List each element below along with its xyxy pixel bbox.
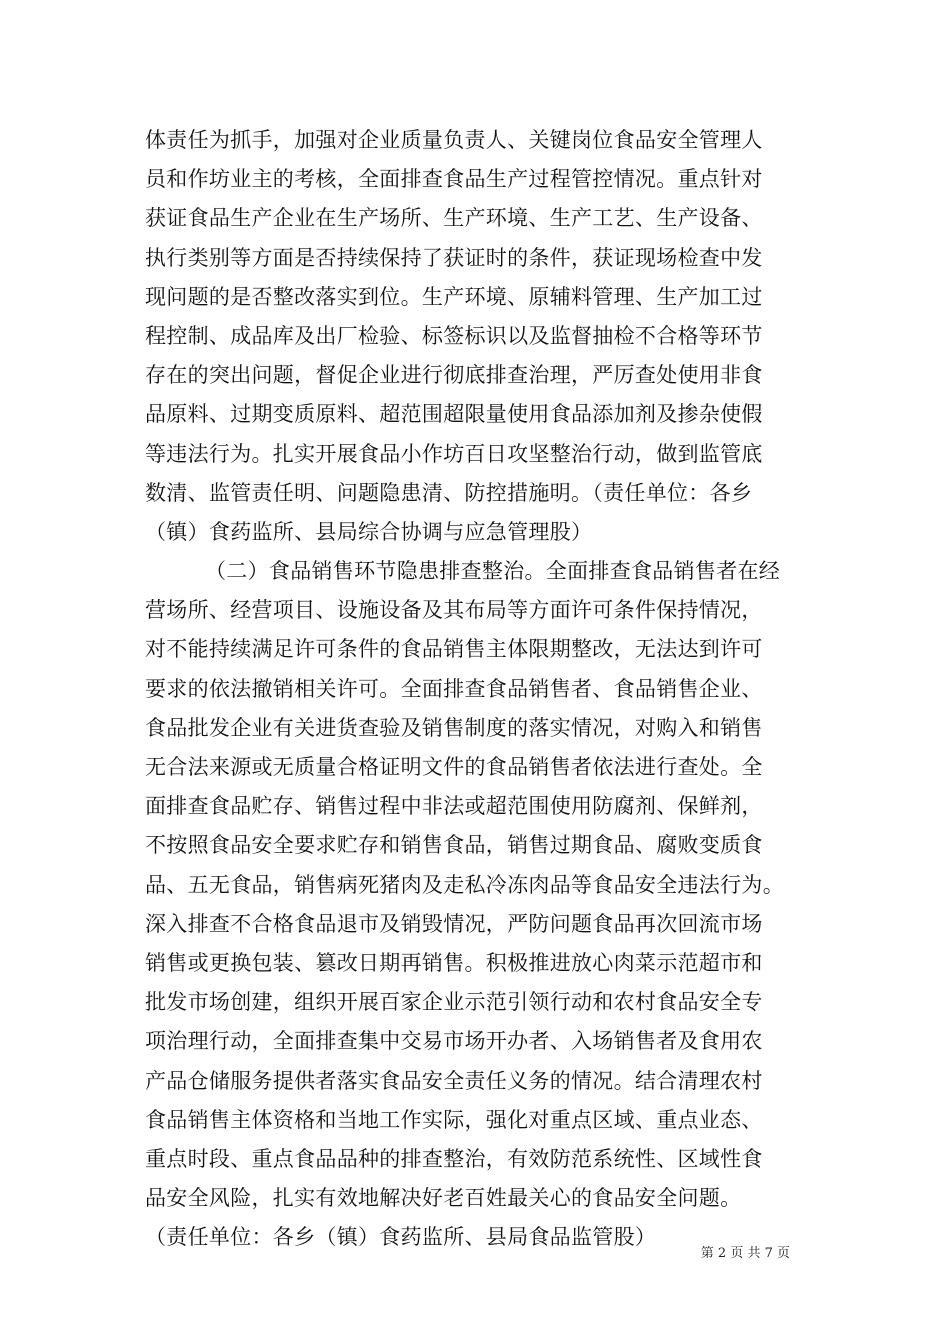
text-line: （责任单位：各乡（镇）食药监所、县局食品监管股） [145,1225,657,1250]
text-line: 批发市场创建，组织开展百家企业示范引领行动和农村食品安全专 [145,990,763,1015]
text-line: 食品销售主体资格和当地工作实际，强化对重点区域、重点业态、 [145,1107,763,1132]
text-line: 项治理行动，全面排查集中交易市场开办者、入场销售者及食用农 [145,1029,763,1054]
section-heading-line: （二）食品销售环节隐患排查整治。全面排查食品销售者在经 [205,559,781,584]
text-line: 要求的依法撤销相关许可。全面排查食品销售者、食品销售企业、 [145,676,763,701]
text-line: 等违法行为。扎实开展食品小作坊百日攻坚整治行动，做到监管底 [145,441,763,466]
text-line: 数清、监管责任明、问题隐患清、防控措施明。（责任单位：各乡 [145,480,753,505]
text-line: 不按照食品安全要求贮存和销售食品，销售过期食品、腐败变质食 [145,833,763,858]
text-line: 营场所、经营项目、设施设备及其布局等方面许可条件保持情况， [145,598,763,623]
text-line: 深入排查不合格食品退市及销毁情况，严防问题食品再次回流市场 [145,911,763,936]
text-line: 品安全风险，扎实有效地解决好老百姓最关心的食品安全问题。 [145,1186,742,1211]
text-line: 面排查食品贮存、销售过程中非法或超范围使用防腐剂、保鲜剂， [145,794,763,819]
text-line: 重点时段、重点食品品种的排查整治，有效防范系统性、区域性食 [145,1146,763,1171]
text-line: 程控制、成品库及出厂检验、标签标识以及监督抽检不合格等环节 [145,323,763,348]
text-line: 无合法来源或无质量合格证明文件的食品销售者依法进行查处。全 [145,755,763,779]
text-line: 品、五无食品，销售病死猪肉及走私冷冻肉品等食品安全违法行为。 [145,872,784,897]
text-line: 存在的突出问题，督促企业进行彻底排查治理，严厉查处使用非食 [145,363,763,388]
text-line: 体责任为抓手，加强对企业质量负责人、关键岗位食品安全管理人 [145,128,763,152]
text-line: 品原料、过期变质原料、超范围超限量使用食品添加剂及掺杂使假 [145,402,763,427]
text-line: 产品仓储服务提供者落实食品安全责任义务的情况。结合清理农村 [145,1068,763,1093]
text-line: 员和作坊业主的考核，全面排查食品生产过程管控情况。重点针对 [145,167,763,192]
document-body [145,121,815,1257]
text-line: 获证食品生产企业在生产场所、生产环境、生产工艺、生产设备、 [145,206,763,231]
text-line: 执行类别等方面是否持续保持了获证时的条件，获证现场检查中发 [145,245,763,270]
text-line: （镇）食药监所、县局综合协调与应急管理股） [145,519,593,544]
text-line: 销售或更换包装、篡改日期再销售。积极推进放心肉菜示范超市和 [145,950,763,975]
text-line: 现问题的是否整改落实到位。生产环境、原辅料管理、生产加工过 [145,284,763,309]
page-number: 第 2 页 共 7 页 [700,1246,790,1261]
text-line: 食品批发企业有关进货查验及销售制度的落实情况，对购入和销售 [145,715,763,740]
text-line: 对不能持续满足许可条件的食品销售主体限期整改，无法达到许可 [145,637,763,662]
